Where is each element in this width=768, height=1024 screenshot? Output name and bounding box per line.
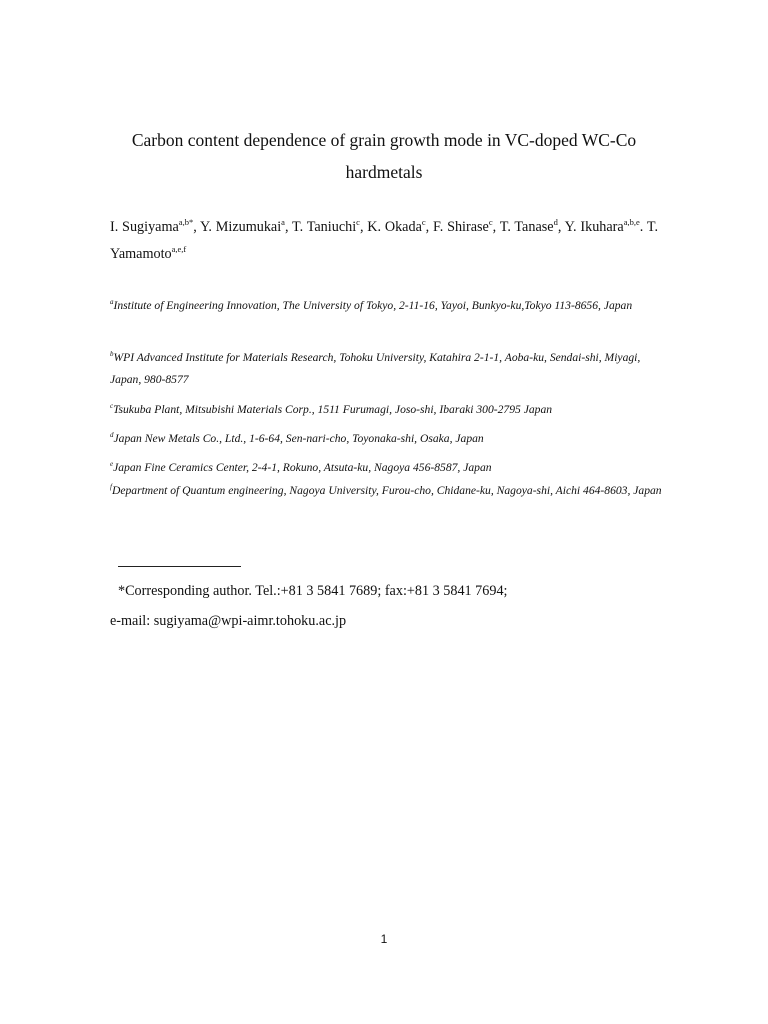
affiliation-f: $^f$Department of Quantum engineering, Nagoya University, Furou-cho, Chidane-ku, Nagoya-shi, Aichi 464-8603, Japan (110, 483, 662, 497)
title-line-1: Carbon content dependence of grain growth mode in VC-doped WC-Co (131, 130, 637, 150)
affiliation-b: $^b$WPI Advanced Institute for Materials Research, Tohoku University, Katahira 2-1-1, Aoba-ku, Sendai-shi, Miyagi, Japan, 980-8577 (110, 350, 641, 386)
corresponding-email: e-mail: sugiyama@wpi-aimr.tohoku.ac.jp (110, 613, 347, 629)
author: K. Okada$^c$, (367, 217, 433, 235)
footnote-divider (118, 566, 241, 567)
author: F. Shirase$^c$, (432, 217, 500, 235)
affiliation-e: $^e$Japan Fine Ceramics Center, 2-4-1, Rokuno, Atsuta-ku, Nagoya 456-8587, Japan (110, 460, 492, 474)
author: I. Sugiyama$^{a,b*}$, (110, 217, 201, 235)
author-list (110, 214, 658, 268)
page-number: 1 (380, 932, 388, 946)
author: T. Tanase$^d$, (499, 217, 565, 235)
affiliation-a: $^a$Institute of Engineering Innovation, The University of Tokyo, 2-11-16, Yayoi, Bunkyo-ku,Tokyo 113-8656, Japan (110, 298, 633, 312)
affiliation-c: $^c$Tsukuba Plant, Mitsubishi Materials Corp., 1511 Furumagi, Joso-shi, Ibaraki 300-2795 Japan (110, 402, 553, 416)
title-line-2: hardmetals (345, 162, 423, 182)
paper-title (110, 124, 658, 188)
corresponding-author-note: *Corresponding author. Tel.:+81 3 5841 7689; fax:+81 3 5841 7694; (118, 583, 508, 599)
author: T. Taniuchi$^c$, (292, 217, 368, 235)
author: Y. Mizumukai$^a$, (200, 217, 293, 235)
author: T. Yamamoto$^{a,e,f}$ (110, 219, 659, 262)
author: Y. Ikuhara$^{a,b,e}$. (564, 217, 647, 235)
affiliation-d: $^d$Japan New Metals Co., Ltd., 1-6-64, Sen-nari-cho, Toyonaka-shi, Osaka, Japan (110, 431, 484, 445)
